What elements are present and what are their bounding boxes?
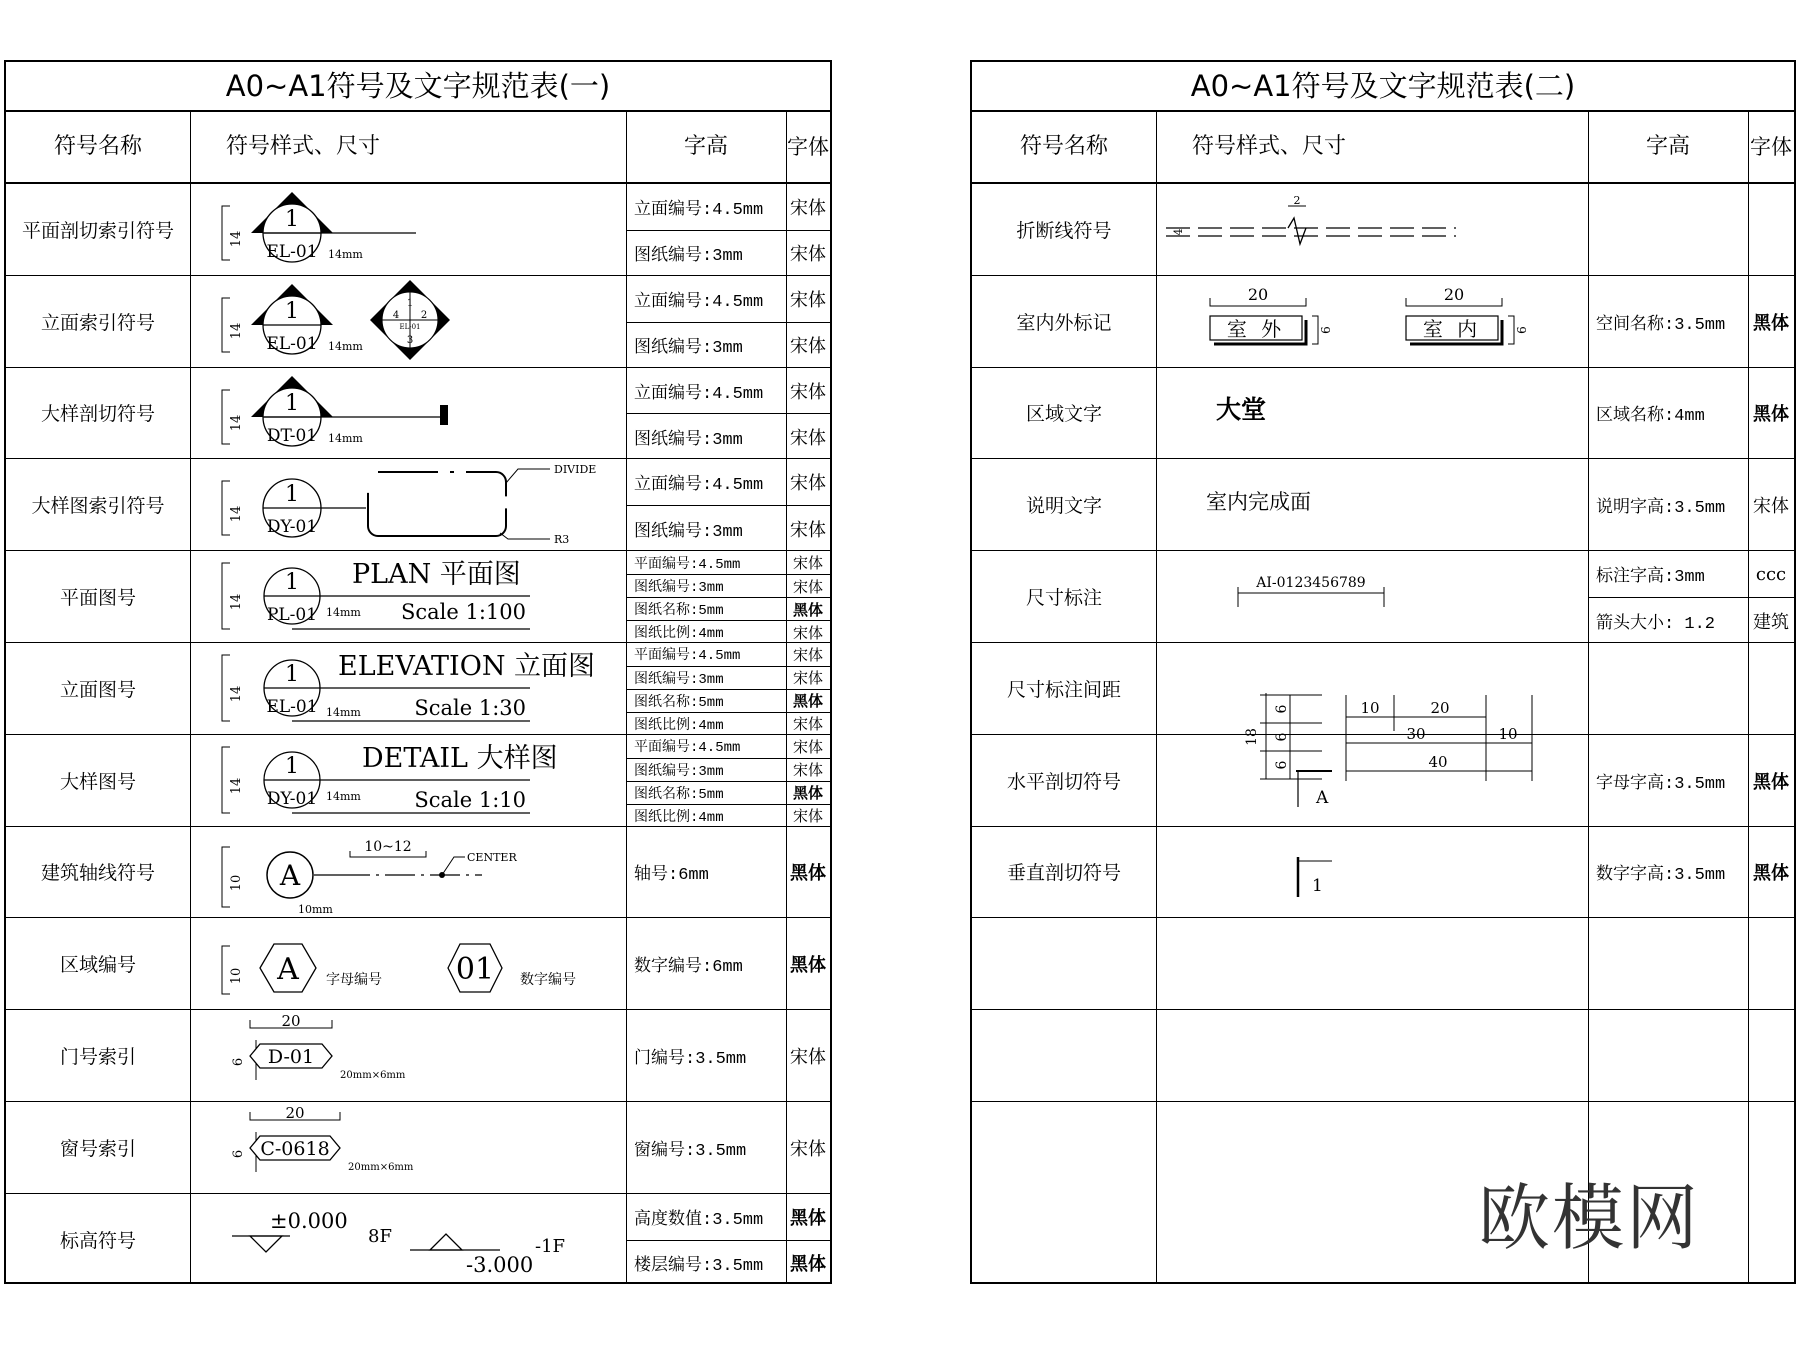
detail-outline — [368, 472, 506, 536]
symbol-name: 区域文字 — [1025, 403, 1102, 426]
height-cell — [1588, 597, 1794, 643]
elevation-value: ±0.000 — [270, 1208, 348, 1233]
text-height-value: 平面编号:4.5mm — [634, 740, 741, 757]
font-value: 宋体 — [790, 197, 826, 219]
height-cell — [626, 184, 830, 230]
spec-table-two — [970, 60, 1796, 1284]
height-cell — [626, 1102, 830, 1194]
size-label: 14mm — [328, 339, 363, 353]
font-value: 宋体 — [792, 645, 823, 664]
index-number: 1 — [285, 570, 299, 596]
radius-label: R3 — [554, 533, 570, 547]
drawing-code: EL-01 — [266, 333, 318, 354]
font-value: 宋体 — [792, 737, 823, 756]
symbol-name: 尺寸标注 — [1025, 587, 1102, 610]
header-font: 字体 — [786, 112, 830, 184]
font-value — [1748, 184, 1794, 276]
dimension-label: 4 — [1172, 228, 1185, 236]
symbol-drawing — [190, 643, 626, 735]
height-cell — [1588, 276, 1794, 368]
text-height-value: 图纸比例:4mm — [634, 717, 724, 734]
drawing-code: DY-01 — [266, 788, 318, 809]
text-height-value: 箭头大小: 1.2 — [1596, 614, 1716, 634]
font-value: 黑体 — [1753, 312, 1789, 334]
table-row — [972, 735, 1794, 827]
symbol-name — [972, 918, 1156, 1009]
table-row — [6, 918, 830, 1010]
text-height-value: 标注字高:3mm — [1596, 568, 1705, 588]
font-value: 黑体 — [1753, 863, 1789, 885]
font-value: 黑体 — [790, 863, 826, 885]
symbol-name: 平面剖切索引符号 — [21, 219, 174, 242]
note-label: 数字编号 — [520, 972, 576, 989]
direction-number: 4 — [392, 309, 400, 321]
height-cell — [1588, 184, 1794, 276]
height-cell — [626, 918, 830, 1010]
text-height-value — [1596, 1010, 1748, 1102]
size-label: 14mm — [326, 789, 361, 803]
height-cell — [1588, 735, 1794, 827]
height-cell — [626, 1194, 830, 1240]
drawing-title: PLAN 平面图 — [352, 559, 521, 591]
text-height-value: 字母字高:3.5mm — [1596, 774, 1726, 794]
font-value: 宋体 — [790, 381, 826, 403]
table-row — [972, 551, 1794, 643]
symbol-name: 建筑轴线符号 — [40, 862, 155, 885]
space-label: 室 内 — [1422, 316, 1482, 341]
text-height-value: 立面编号:4.5mm — [634, 384, 764, 404]
table-row — [972, 827, 1794, 919]
table-row — [6, 827, 830, 919]
symbol-drawing — [190, 735, 626, 827]
text-height-value: 图纸编号:3mm — [634, 339, 743, 359]
font-value: 宋体 — [792, 554, 823, 573]
watermark-logo: 欧模网 — [1477, 1176, 1700, 1260]
dimension-label: 14 — [229, 593, 244, 611]
height-cell — [626, 551, 830, 574]
symbol-name: 室内外标记 — [1016, 311, 1112, 334]
center-label: CENTER — [467, 850, 517, 864]
size-label: 14mm — [326, 706, 361, 719]
dimension-label: 6 — [231, 1058, 246, 1067]
dimension-label: 20 — [1247, 284, 1269, 304]
symbol-drawing — [1156, 1010, 1588, 1102]
font-value: 宋体 — [790, 1047, 826, 1069]
font-value — [1748, 1010, 1794, 1102]
drawing-scale: Scale 1:10 — [414, 787, 526, 812]
dimension-label: 40 — [1428, 753, 1448, 771]
height-cell — [1588, 459, 1794, 551]
dimension-label: 14 — [229, 230, 244, 248]
table-row — [6, 643, 830, 735]
text-height-value: 图纸比例:4mm — [634, 809, 724, 826]
size-label: 10mm — [298, 902, 333, 916]
symbol-drawing — [190, 1194, 626, 1286]
font-value: 宋体 — [790, 519, 826, 541]
height-cell — [626, 597, 830, 620]
text-height-value: 楼层编号:3.5mm — [634, 1257, 764, 1277]
elevation-value: -3.000 — [466, 1252, 534, 1277]
font-value: 黑体 — [1753, 404, 1789, 426]
dimension-label: 6 — [231, 1149, 246, 1159]
height-cell — [626, 781, 830, 804]
height-cell — [626, 574, 830, 597]
table-row — [972, 459, 1794, 551]
font-value: 黑体 — [790, 955, 826, 977]
symbol-name: 说明文字 — [1025, 495, 1102, 518]
drawing-code: DT-01 — [266, 425, 318, 446]
height-cell — [1588, 643, 1794, 735]
symbol-drawing — [1156, 643, 1588, 771]
space-label: 室 外 — [1226, 316, 1286, 341]
symbol-name: 垂直剖切符号 — [1006, 862, 1121, 885]
symbol-drawing — [190, 459, 626, 551]
height-cell — [626, 712, 830, 735]
text-height-value: 立面编号:4.5mm — [634, 292, 764, 312]
symbol-name: 窗号索引 — [59, 1137, 136, 1160]
dimension-label: 6 — [1274, 760, 1290, 770]
dimension-label: 14 — [229, 322, 244, 340]
drawing-code: PL-01 — [266, 605, 318, 626]
symbol-name: 标高符号 — [59, 1230, 136, 1253]
height-cell — [626, 413, 830, 459]
table-title: A0~A1符号及文字规范表(二) — [972, 62, 1794, 112]
index-number: 1 — [285, 298, 299, 324]
table-row — [972, 368, 1794, 460]
direction-number: 1 — [406, 297, 414, 309]
text-height-value — [1596, 184, 1748, 276]
section-digit: 1 — [1312, 875, 1323, 896]
font-value: 宋体 — [792, 761, 823, 780]
text-height-value: 平面编号:4.5mm — [634, 648, 741, 665]
description-text: 室内完成面 — [1206, 490, 1311, 515]
header-text-height: 字高 — [1588, 112, 1748, 184]
text-height-value: 图纸名称:5mm — [634, 603, 724, 620]
font-value: 宋体 — [790, 1138, 826, 1160]
font-value: 黑体 — [790, 1207, 826, 1229]
text-height-value: 数字编号:6mm — [634, 958, 743, 978]
size-label: 14mm — [328, 248, 363, 261]
dimension-label: 6 — [1319, 325, 1333, 334]
symbol-name: 立面图号 — [59, 678, 136, 701]
font-value: 宋体 — [792, 715, 823, 734]
drawing-code: DY-01 — [266, 517, 318, 538]
table-row — [6, 459, 830, 551]
symbol-drawing — [190, 1102, 626, 1194]
header-symbol-name: 符号名称 — [972, 112, 1156, 184]
floor-label: -1F — [535, 1235, 566, 1257]
height-cell — [626, 758, 830, 781]
symbol-drawing — [190, 551, 626, 643]
dimension-label: 10 — [229, 968, 244, 985]
section-letter: A — [1316, 787, 1329, 808]
table-row — [6, 735, 830, 827]
height-cell — [626, 368, 830, 414]
text-height-value: 区域名称:4mm — [1596, 407, 1705, 427]
index-number: 1 — [285, 662, 299, 687]
font-value: 宋体 — [790, 289, 826, 311]
text-height-value: 高度数值:3.5mm — [634, 1210, 764, 1230]
symbol-name — [972, 1010, 1156, 1101]
size-label: 20mm×6mm — [340, 1070, 406, 1082]
header-symbol-name: 符号名称 — [6, 112, 190, 184]
size-label: 14mm — [326, 606, 361, 620]
font-value: 黑体 — [792, 600, 823, 619]
height-cell — [1588, 551, 1794, 597]
height-cell — [626, 827, 830, 919]
axis-letter: A — [279, 858, 301, 892]
text-height-value: 空间名称:3.5mm — [1596, 315, 1726, 335]
height-cell — [1588, 918, 1794, 1010]
text-height-value: 图纸编号:3mm — [634, 247, 743, 267]
text-height-value: 图纸编号:3mm — [634, 763, 724, 780]
text-height-value: 轴号:6mm — [634, 866, 709, 886]
dimension-label: 20 — [281, 1012, 301, 1031]
table-row — [6, 1194, 830, 1286]
symbol-drawing — [1156, 276, 1588, 368]
table-row — [6, 1102, 830, 1194]
dimension-label: 20 — [1443, 284, 1465, 304]
text-height-value: 图纸编号:3mm — [634, 430, 743, 450]
symbol-name — [972, 1102, 1156, 1194]
text-height-value: 窗编号:3.5mm — [634, 1141, 747, 1161]
index-code: D-01 — [267, 1046, 315, 1069]
symbol-drawing — [1156, 827, 1588, 919]
table-row — [6, 1010, 830, 1102]
dimension-label: 10 — [1360, 699, 1380, 717]
height-cell — [626, 620, 830, 643]
gap-label: 10~12 — [364, 838, 412, 855]
text-height-value: 图纸编号:3mm — [634, 580, 724, 597]
table-row — [6, 551, 830, 643]
text-height-value: 门编号:3.5mm — [634, 1050, 747, 1070]
drawing-code: EL-01 — [399, 322, 421, 331]
height-cell — [1588, 827, 1794, 919]
symbol-drawing — [190, 1010, 626, 1102]
symbol-name: 尺寸标注间距 — [1006, 678, 1121, 701]
dimension-label: 2 — [1293, 194, 1301, 207]
font-value: 宋体 — [790, 473, 826, 495]
index-code: C-0618 — [260, 1138, 330, 1160]
font-value: 黑体 — [792, 692, 823, 711]
text-height-value: 图纸编号:3mm — [634, 522, 743, 542]
direction-number: 2 — [420, 309, 428, 321]
symbol-drawing — [190, 184, 626, 276]
text-height-value — [1596, 643, 1748, 735]
dimension-label: 20 — [285, 1104, 305, 1122]
symbol-name: 折断线符号 — [1016, 219, 1112, 242]
text-height-value: 说明字高:3.5mm — [1596, 499, 1726, 519]
font-value: 黑体 — [1753, 771, 1789, 793]
table-row — [972, 643, 1794, 771]
symbol-name: 平面图号 — [59, 587, 136, 610]
dimension-label: 10 — [229, 874, 244, 891]
dimension-label: 6 — [1274, 704, 1290, 714]
text-height-value: 立面编号:4.5mm — [634, 476, 764, 496]
symbol-drawing — [190, 276, 626, 368]
height-cell — [1588, 1010, 1794, 1102]
symbol-name: 区域编号 — [59, 954, 136, 977]
drawing-title: DETAIL 大样图 — [362, 742, 558, 774]
height-cell — [626, 804, 830, 827]
dimension-label: 14 — [229, 506, 244, 523]
text-height-value — [1596, 918, 1748, 1010]
header-font: 字体 — [1748, 112, 1794, 184]
dimension-label: 6 — [1274, 732, 1290, 742]
height-cell — [626, 735, 830, 758]
symbol-name: 水平剖切符号 — [1006, 770, 1121, 793]
table-row — [6, 368, 830, 460]
height-cell — [626, 505, 830, 551]
symbol-name: 门号索引 — [59, 1046, 136, 1069]
font-value: 宋体 — [1753, 496, 1789, 518]
drawing-code: EL-01 — [266, 697, 318, 717]
height-cell — [1588, 368, 1794, 460]
text-height-value: 立面编号:4.5mm — [634, 200, 764, 220]
table-row — [6, 276, 830, 368]
divide-label: DIVIDE — [554, 463, 597, 477]
dimension-sample: AI-0123456789 — [1256, 575, 1366, 592]
dimension-label: 30 — [1406, 725, 1426, 743]
font-value: 宋体 — [790, 336, 826, 358]
text-height-value: 图纸名称:5mm — [634, 694, 724, 711]
table-row — [972, 1010, 1794, 1102]
drawing-scale: Scale 1:100 — [400, 600, 526, 625]
direction-number: 3 — [406, 334, 414, 346]
font-value — [1748, 918, 1794, 1010]
dimension-label: 14 — [229, 414, 244, 431]
dimension-label: 14 — [229, 685, 244, 703]
floor-label: 8F — [368, 1225, 392, 1247]
index-number: 1 — [285, 207, 299, 232]
text-height-value: 平面编号:4.5mm — [634, 556, 741, 573]
note-label: 字母编号 — [326, 972, 382, 989]
header-symbol-style: 符号样式、尺寸 — [190, 112, 626, 184]
font-value: 黑体 — [792, 784, 823, 803]
font-value: 宋体 — [790, 427, 826, 449]
text-height-value: 图纸编号:3mm — [634, 671, 724, 688]
text-height-value: 数字字高:3.5mm — [1596, 866, 1726, 886]
table-row — [972, 918, 1794, 1010]
header-text-height: 字高 — [626, 112, 786, 184]
height-cell — [626, 230, 830, 276]
symbol-drawing — [1156, 459, 1588, 551]
symbol-drawing — [1156, 368, 1588, 460]
font-value: 宋体 — [792, 623, 823, 642]
area-letter: A — [277, 952, 299, 988]
dimension-label: 10 — [1498, 725, 1518, 743]
font-value: 宋体 — [790, 244, 826, 266]
height-cell — [626, 666, 830, 689]
dimension-label: 20 — [1430, 699, 1450, 717]
dimension-label: 18 — [1244, 728, 1260, 746]
table-row — [972, 184, 1794, 276]
section-end-mark — [440, 405, 448, 425]
font-value: 宋体 — [792, 577, 823, 596]
height-cell — [626, 322, 830, 368]
height-cell — [626, 276, 830, 322]
drawing-code: EL-01 — [266, 242, 318, 262]
index-number: 1 — [285, 390, 299, 416]
dimension-label: 6 — [1515, 325, 1529, 334]
font-value: 宋体 — [792, 807, 823, 826]
area-text: 大堂 — [1216, 394, 1267, 424]
symbol-drawing — [1156, 551, 1588, 643]
height-cell — [626, 643, 830, 666]
height-cell — [626, 1240, 830, 1286]
drawing-title: ELEVATION 立面图 — [338, 651, 596, 682]
font-value — [1748, 643, 1794, 735]
font-value: ccc — [1755, 563, 1787, 585]
table-row — [972, 276, 1794, 368]
font-value: 建筑 — [1753, 611, 1789, 633]
height-cell — [626, 1010, 830, 1102]
height-cell — [626, 689, 830, 712]
font-value: 黑体 — [790, 1254, 826, 1276]
index-number: 1 — [285, 482, 299, 508]
text-height-value: 图纸比例:4mm — [634, 626, 724, 642]
symbol-name: 立面索引符号 — [40, 311, 155, 334]
symbol-drawing — [1156, 918, 1588, 1010]
index-number: 1 — [285, 753, 299, 779]
symbol-name: 大样剖切符号 — [40, 403, 155, 426]
area-digits: 01 — [455, 952, 495, 988]
table-row — [6, 184, 830, 276]
symbol-drawing — [190, 918, 626, 1010]
font-value: 宋体 — [792, 669, 823, 688]
symbol-name: 大样图号 — [59, 770, 136, 793]
spec-table-one — [4, 60, 832, 1284]
symbol-name: 大样图索引符号 — [31, 495, 165, 518]
size-label: 14mm — [328, 431, 363, 445]
drawing-scale: Scale 1:30 — [414, 696, 526, 720]
text-height-value: 图纸名称:5mm — [634, 786, 724, 803]
symbol-drawing — [190, 827, 626, 919]
font-value — [1748, 1102, 1794, 1194]
symbol-drawing — [1156, 184, 1588, 276]
symbol-drawing — [190, 368, 626, 460]
size-label: 20mm×6mm — [348, 1162, 414, 1173]
symbol-drawing — [1156, 735, 1588, 827]
dimension-label: 14 — [229, 777, 244, 795]
height-cell — [626, 459, 830, 505]
table-title: A0~A1符号及文字规范表(一) — [6, 62, 830, 112]
header-symbol-style: 符号样式、尺寸 — [1156, 112, 1588, 184]
